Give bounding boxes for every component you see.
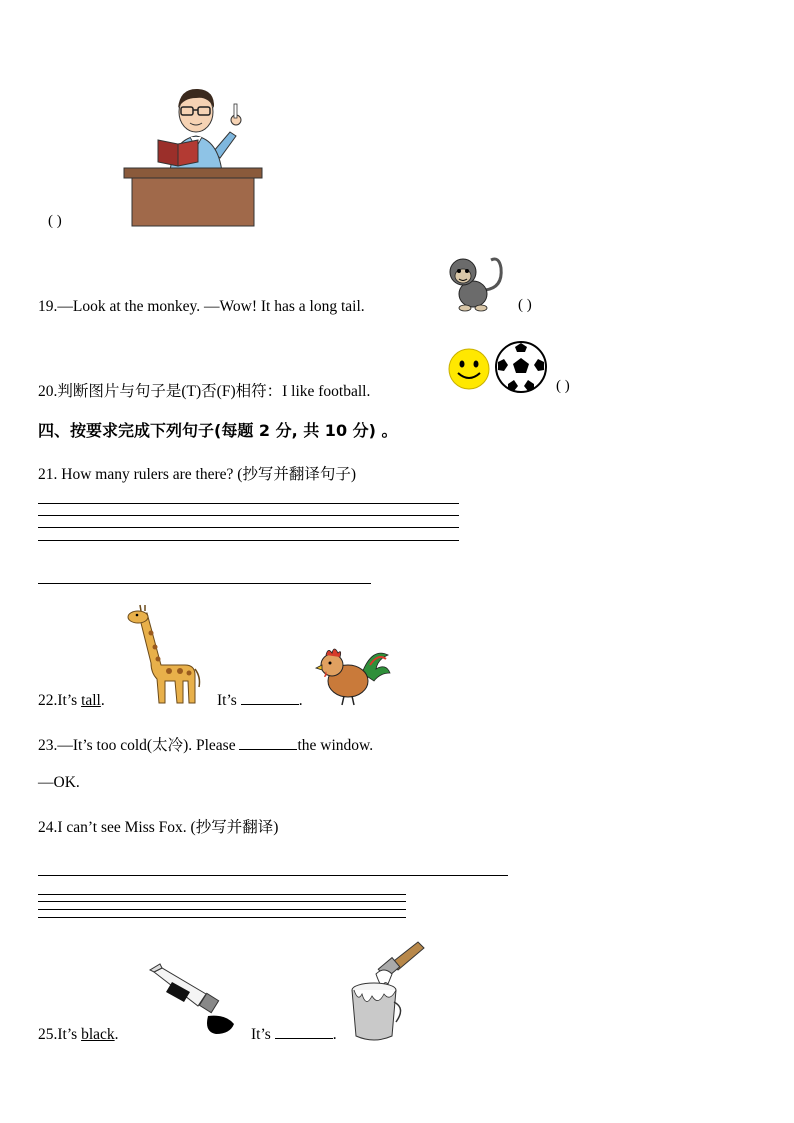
q25-prefix: 25.It’s <box>38 1026 82 1043</box>
q25-suffix: . <box>114 1026 119 1043</box>
q22-second-prefix: It’s <box>217 692 241 709</box>
q22-suffix: . <box>100 692 105 709</box>
writing-line[interactable] <box>38 917 406 918</box>
paint-bucket-illustration <box>346 936 428 1044</box>
writing-line[interactable] <box>38 540 459 541</box>
q23-part-b: the window. <box>297 737 374 754</box>
question-25-answer <box>251 1026 337 1044</box>
answer-paren-18[interactable]: ( ) <box>48 213 62 229</box>
writing-line[interactable] <box>38 909 406 910</box>
question-25 <box>38 1026 119 1044</box>
section-4-heading: 四、按要求完成下列句子(每题 2 分, 共 10 分) 。 <box>38 421 398 440</box>
question-19: 19.—Look at the monkey. —Wow! It has a long tail. <box>38 298 365 315</box>
writing-line[interactable] <box>38 503 459 504</box>
q25-second-prefix: It’s <box>251 1026 275 1043</box>
teacher-illustration <box>118 80 268 230</box>
question-23-reply: —OK. <box>38 774 80 791</box>
writing-line[interactable] <box>38 894 406 895</box>
q25-end: . <box>332 1026 337 1043</box>
writing-line[interactable] <box>38 901 406 902</box>
q22-end: . <box>298 692 303 709</box>
writing-line[interactable] <box>38 515 459 516</box>
q25-underlined-word: black <box>81 1026 115 1043</box>
answer-blank-25[interactable] <box>275 1026 333 1039</box>
q22-underlined-word: tall <box>81 692 101 709</box>
question-24: 24.I can’t see Miss Fox. (抄写并翻译) <box>38 819 279 836</box>
answer-blank-22[interactable] <box>241 692 299 705</box>
football-illustration <box>494 340 548 394</box>
paint-tube-illustration <box>146 966 242 1038</box>
smiley-face-illustration <box>447 347 491 391</box>
answer-blank-23[interactable] <box>239 737 297 750</box>
question-21: 21. How many rulers are there? (抄写并翻译句子) <box>38 466 357 483</box>
monkey-illustration <box>443 252 507 314</box>
translation-line[interactable] <box>38 583 371 584</box>
writing-line[interactable] <box>38 527 459 528</box>
question-20: 20.判断图片与句子是(T)否(F)相符：I like football. <box>38 383 371 400</box>
rooster-illustration <box>312 643 392 707</box>
question-22-answer <box>217 692 303 710</box>
question-22 <box>38 692 105 710</box>
answer-paren-20[interactable]: ( ) <box>556 378 570 394</box>
q23-part-a: 23.—It’s too cold(太冷). Please <box>38 737 240 754</box>
q22-prefix: 22.It’s <box>38 692 82 709</box>
answer-paren-19[interactable]: ( ) <box>518 297 532 313</box>
giraffe-illustration <box>125 603 205 707</box>
translation-line[interactable] <box>38 875 508 876</box>
question-23 <box>38 733 373 755</box>
